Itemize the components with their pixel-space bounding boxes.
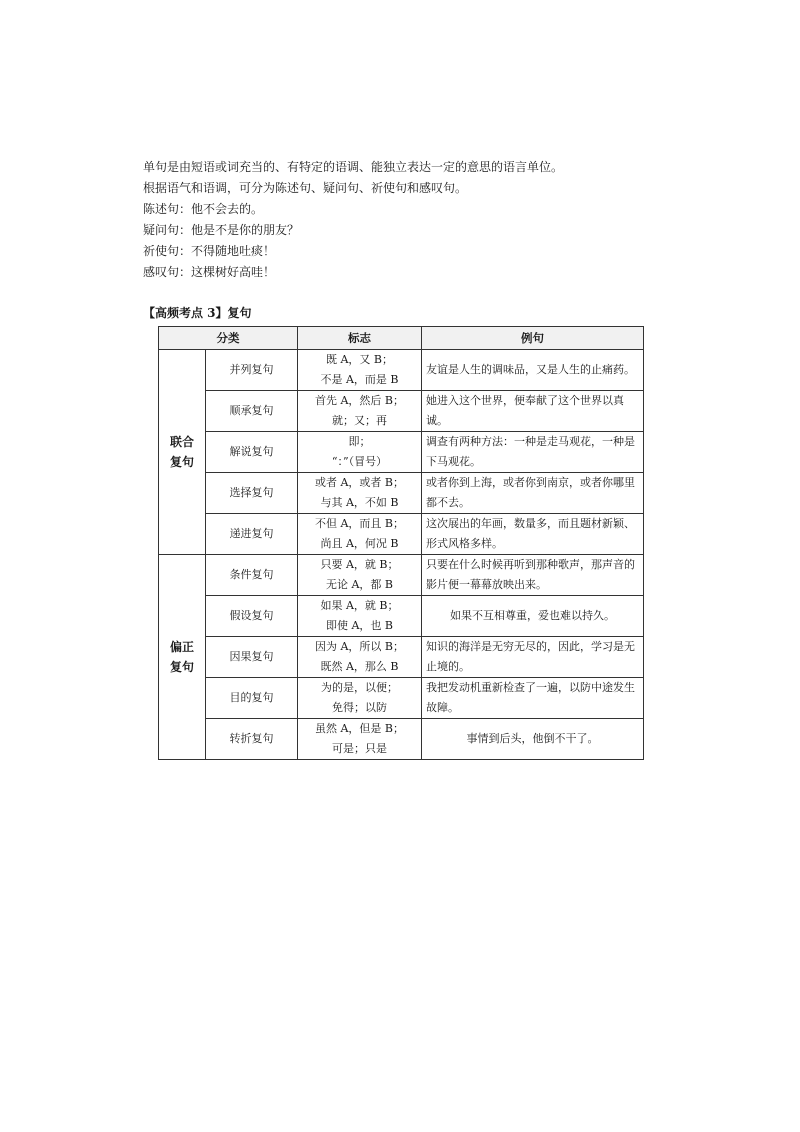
complex-sentence-table	[158, 326, 644, 760]
marker-line: 无论 A，都 B	[325, 578, 394, 591]
marker-cell	[298, 637, 422, 678]
intro-line: 疑问句：他是不是你的朋友？	[143, 223, 300, 237]
marker-cell	[298, 719, 422, 760]
marker-line: 首先 A，然后 B；	[314, 394, 405, 407]
table-header-row	[159, 327, 644, 350]
marker-cell	[298, 432, 422, 473]
marker-line: 既然 A，那么 B	[320, 660, 399, 673]
example-sentence: 如果不互相尊重，爱也难以持久。	[422, 596, 644, 637]
marker-cell	[298, 678, 422, 719]
intro-paragraph	[143, 157, 663, 283]
example-sentence: 知识的海洋是无穷无尽的，因此，学习是无止境的。	[422, 637, 644, 678]
marker-line: 免得；以防	[332, 701, 387, 714]
marker-line: 因为 A，所以 B；	[314, 640, 405, 653]
group-label-line: 复句	[169, 660, 194, 674]
marker-cell	[298, 391, 422, 432]
table-row	[159, 514, 644, 555]
marker-cell	[298, 596, 422, 637]
sentence-type: 顺承复句	[206, 391, 298, 432]
marker-line: 可是；只是	[332, 742, 387, 755]
section-title: 【高频考点 3】复句	[143, 306, 252, 320]
sentence-type: 并列复句	[206, 350, 298, 391]
intro-line: 根据语气和语调，可分为陈述句、疑问句、祈使句和感叹句。	[143, 181, 468, 195]
header-category: 分类	[159, 327, 298, 350]
group-label	[159, 555, 206, 760]
sentence-type: 假设复句	[206, 596, 298, 637]
sentence-type: 条件复句	[206, 555, 298, 596]
group-label-line: 偏正	[169, 640, 194, 654]
sentence-type: 解说复句	[206, 432, 298, 473]
marker-cell	[298, 350, 422, 391]
marker-line: “：”（冒号）	[331, 455, 388, 468]
group-label	[159, 350, 206, 555]
intro-line: 陈述句：他不会去的。	[143, 202, 264, 216]
table-row	[159, 350, 644, 391]
group-label-line: 联合	[169, 435, 194, 449]
marker-line: 既 A，又 B；	[325, 353, 394, 366]
marker-line: 为的是，以便；	[321, 681, 398, 694]
example-sentence: 调查有两种方法：一种是走马观花，一种是下马观花。	[422, 432, 644, 473]
marker-line: 虽然 A，但是 B；	[314, 722, 405, 735]
table-row	[159, 473, 644, 514]
table-row	[159, 678, 644, 719]
example-sentence: 事情到后头，他倒不干了。	[422, 719, 644, 760]
marker-line: 即；	[348, 435, 371, 448]
sentence-type: 选择复句	[206, 473, 298, 514]
sentence-type: 递进复句	[206, 514, 298, 555]
marker-line: 或者 A，或者 B；	[314, 476, 405, 489]
marker-line: 如果 A，就 B；	[320, 599, 399, 612]
intro-line: 单句是由短语或词充当的、有特定的语调、能独立表达一定的意思的语言单位。	[143, 160, 564, 174]
marker-cell	[298, 473, 422, 514]
header-marker: 标志	[298, 327, 422, 350]
intro-line: 感叹句：这棵树好高哇！	[143, 265, 276, 279]
marker-cell	[298, 555, 422, 596]
example-sentence: 友谊是人生的调味品，又是人生的止痛药。	[422, 350, 644, 391]
example-sentence: 只要在什么时候再听到那种歌声，那声音的影片便一幕幕放映出来。	[422, 555, 644, 596]
marker-line: 即使 A，也 B	[325, 619, 394, 632]
intro-line: 祈使句：不得随地吐痰！	[143, 244, 276, 258]
table-row	[159, 719, 644, 760]
sentence-type: 转折复句	[206, 719, 298, 760]
marker-line: 与其 A，不如 B	[320, 496, 399, 509]
marker-line: 只要 A，就 B；	[320, 558, 399, 571]
example-sentence: 或者你到上海，或者你到南京，或者你哪里都不去。	[422, 473, 644, 514]
group-label-line: 复句	[169, 455, 194, 469]
marker-line: 不是 A，而是 B	[320, 373, 399, 386]
example-sentence: 这次展出的年画，数量多，而且题材新颖、形式风格多样。	[422, 514, 644, 555]
marker-line: 就；又；再	[332, 414, 387, 427]
marker-cell	[298, 514, 422, 555]
marker-line: 不但 A，而且 B；	[314, 517, 405, 530]
sentence-type: 因果复句	[206, 637, 298, 678]
example-sentence: 她进入这个世界，便奉献了这个世界以真诚。	[422, 391, 644, 432]
table-row	[159, 637, 644, 678]
sentence-type: 目的复句	[206, 678, 298, 719]
header-example: 例句	[422, 327, 644, 350]
marker-line: 尚且 A，何况 B	[320, 537, 399, 550]
table-row	[159, 391, 644, 432]
table-row	[159, 432, 644, 473]
example-sentence: 我把发动机重新检查了一遍，以防中途发生故障。	[422, 678, 644, 719]
table-row	[159, 555, 644, 596]
table-row	[159, 596, 644, 637]
